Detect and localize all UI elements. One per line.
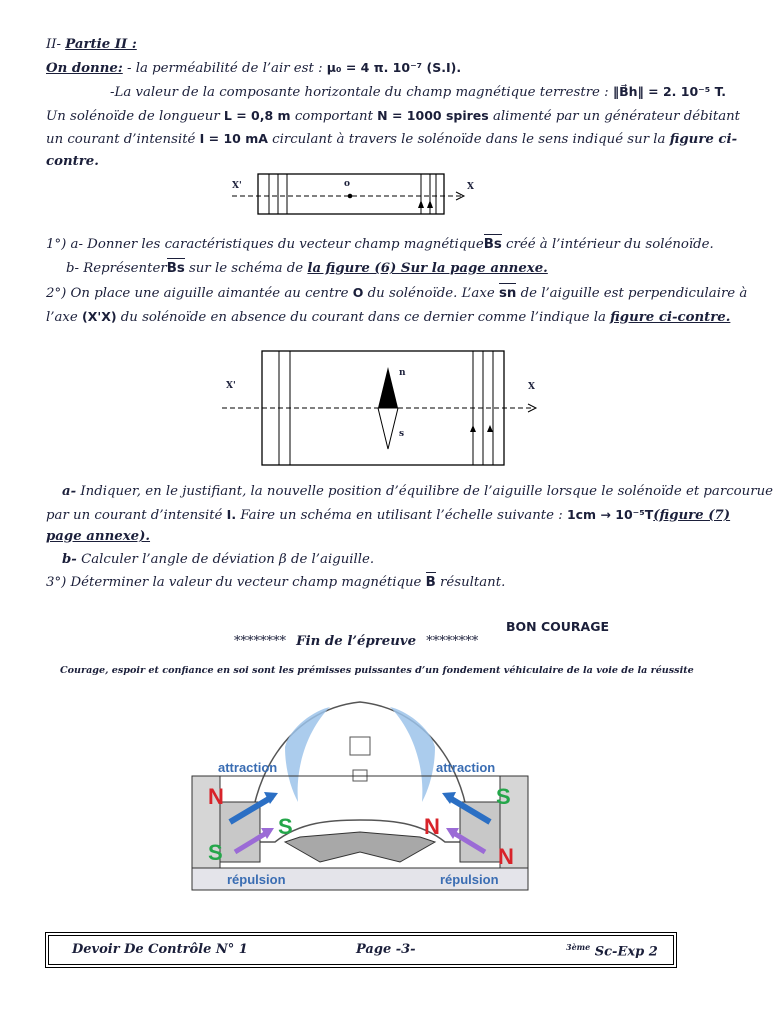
given-permeability: On donne: - la perméabilité de l’air est : μ₀ = 4 π. 10⁻⁷ (S.I).	[46, 60, 462, 76]
pole-n-left-outer: N	[208, 784, 224, 809]
fig2-n-label: n	[399, 368, 406, 378]
fig2-x-label: X	[528, 382, 535, 392]
q1-a: 1°) a- Donner les caractéristiques du vecteur champ magnétiqueBs créé à l’intérieur du solénoïde.	[46, 237, 714, 252]
end-of-exam: ******** Fin de l’épreuve ********	[234, 634, 479, 649]
q1-b: b- ReprésenterBs sur le schéma de la figure (6) Sur la page annexe.	[66, 261, 548, 276]
fig2-x-prime-label: X'	[226, 381, 236, 391]
footer-class-sup: 3ème	[566, 942, 591, 952]
pole-n-right-outer: N	[498, 844, 514, 869]
fig1-x-prime-label: X'	[232, 181, 242, 191]
solenoid-2-drawing	[0, 0, 720, 480]
maglev-drawing	[190, 692, 530, 892]
fig2-s-label: s	[399, 429, 405, 439]
attraction-label-left: attraction	[218, 760, 278, 775]
given-current: un courant d’intensité I = 10 mA circulant à travers le solénoïde dans le sens indiqué sur la figure ci-	[46, 131, 738, 147]
pole-n-right-inner: N	[424, 814, 440, 839]
fig1-x-label: X	[467, 182, 474, 192]
given-earth-field: -La valeur de la composante horizontale du champ magnétique terrestre : ‖B⃗h‖ = 2. 10⁻⁵ T.	[110, 84, 726, 100]
repulsion-label-left: répulsion	[227, 872, 286, 887]
footer-class-name: Sc-Exp 2	[594, 944, 658, 960]
q2-a-line2: par un courant d’intensité I. Faire un schéma en utilisant l’échelle suivante : 1cm → 10⁻⁵T(figure (7)	[46, 507, 731, 523]
fig1-o-label: o	[344, 179, 351, 189]
pole-s-left-outer: S	[208, 840, 223, 865]
footer-page-number: Page -3-	[356, 942, 416, 957]
attraction-label-right: attraction	[436, 760, 496, 775]
pole-s-left-inner: S	[278, 814, 293, 839]
bon-courage: BON COURAGE	[506, 619, 610, 634]
maglev-illustration	[190, 692, 530, 892]
q2-a-line3: page annexe).	[46, 529, 151, 544]
footer-class	[566, 942, 658, 959]
repulsion-label-right: répulsion	[440, 872, 499, 887]
pole-s-right-outer: S	[496, 784, 511, 809]
given-solenoid: Un solénoïde de longueur L = 0,8 m comportant N = 1000 spires alimenté par un générateur débitant	[46, 108, 741, 124]
footer-exam-title: Devoir De Contrôle N° 1	[72, 942, 248, 957]
given-current-cont: contre.	[46, 154, 99, 169]
motto: Courage, espoir et confiance en soi sont les prémisses puissantes d’un fondement véhiculaire de la voie de la réussite	[60, 665, 694, 676]
q2-intro-2: l’axe (X'X) du solénoïde en absence du courant dans ce dernier comme l’indique la figure ci-contre.	[46, 309, 731, 325]
part-heading: II- Partie II :	[46, 37, 137, 52]
q2-b: b- Calculer l’angle de déviation β de l’aiguille.	[62, 552, 375, 567]
page-footer	[45, 932, 677, 968]
q2-a-line1: a- Indiquer, en le justifiant, la nouvelle position d’équilibre de l’aiguille lorsque le solénoïde et parcourue	[62, 484, 773, 499]
q3: 3°) Déterminer la valeur du vecteur champ magnétique B résultant.	[46, 575, 506, 590]
q2-intro-1: 2°) On place une aiguille aimantée au centre O du solénoïde. L’axe sn de l’aiguille est perpendiculaire à	[46, 285, 748, 301]
